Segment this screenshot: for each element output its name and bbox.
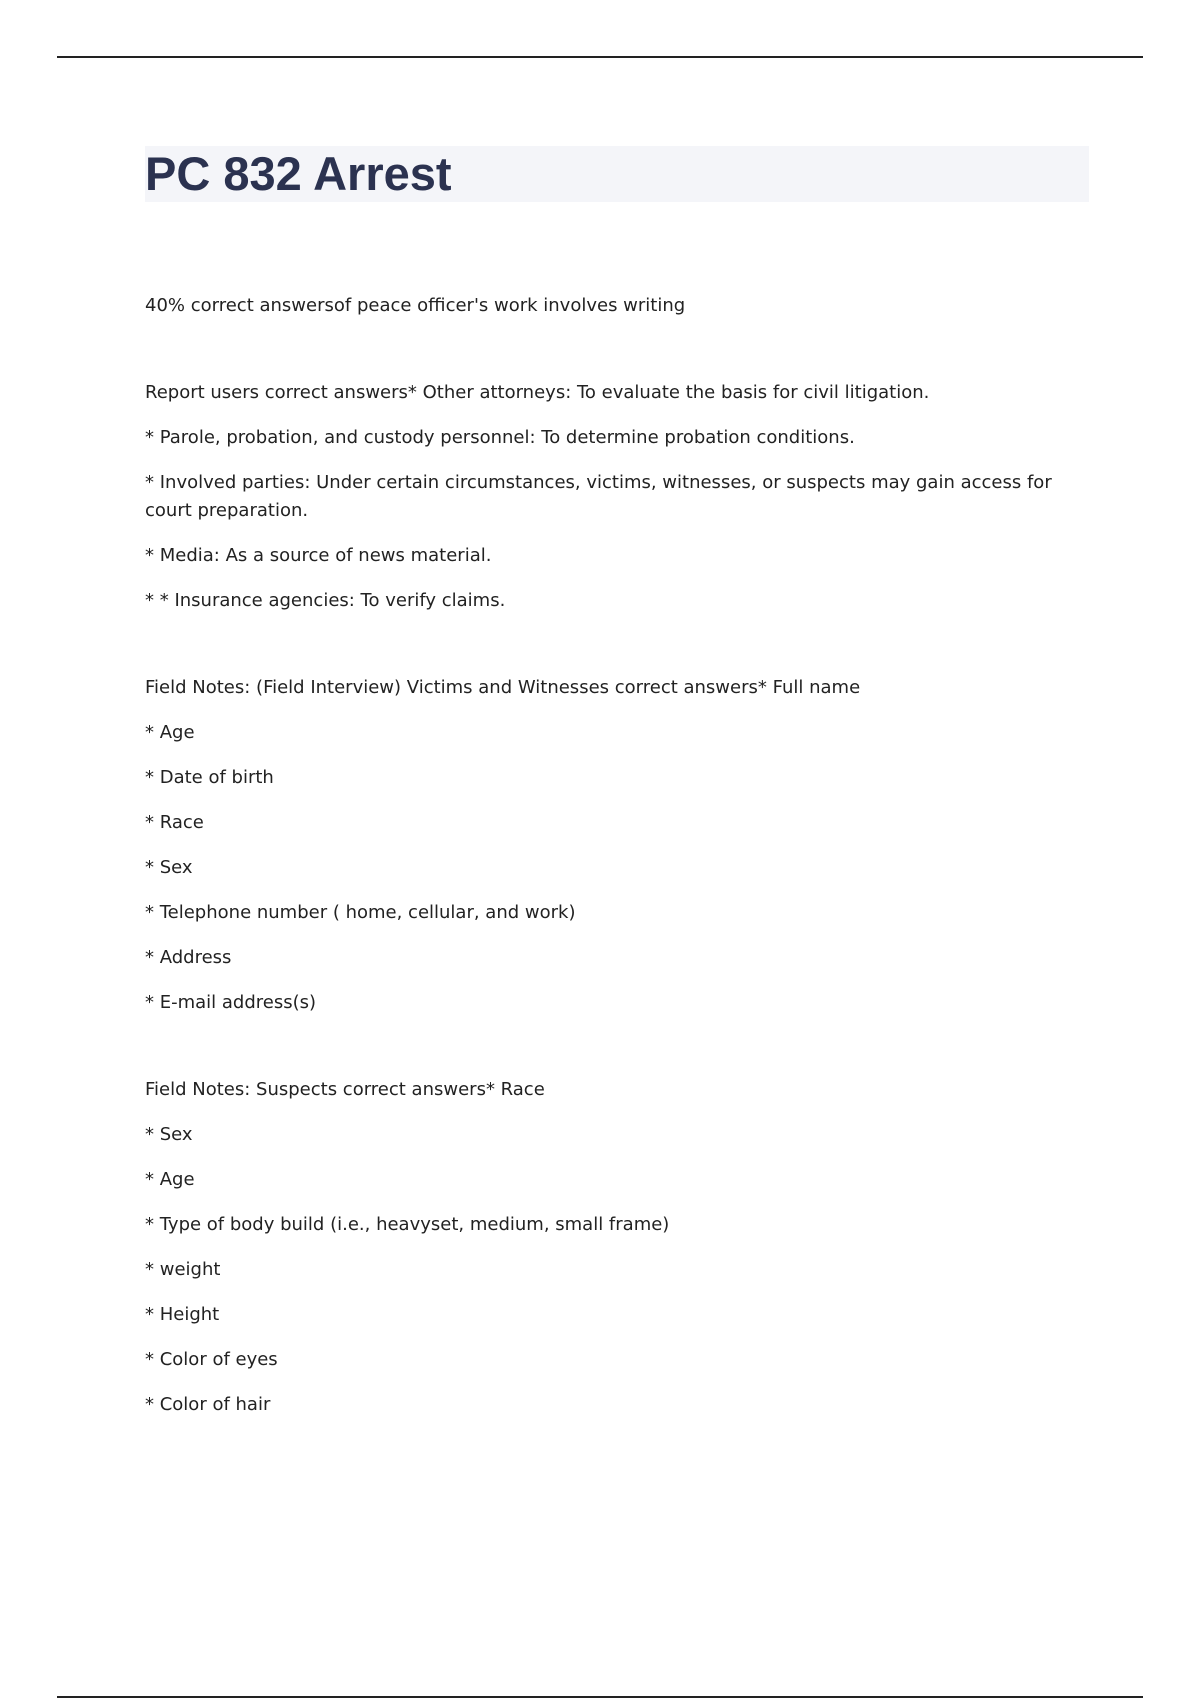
- section-writing: [145, 292, 1090, 320]
- list-item: * Involved parties: Under certain circumstances, victims, witnesses, or suspects may gain access for court preparation.: [145, 472, 1052, 521]
- paragraph: Field Notes: Suspects correct answers* Race: [145, 1079, 545, 1100]
- list-item: * Media: As a source of news material.: [145, 545, 492, 566]
- list-item: * Date of birth: [145, 767, 274, 788]
- list-item: * Color of hair: [145, 1394, 271, 1415]
- list-item: * Type of body build (i.e., heavyset, medium, small frame): [145, 1214, 670, 1235]
- section-report-users: [145, 379, 1090, 615]
- bottom-rule: [57, 1696, 1143, 1698]
- list-item: * Sex: [145, 1124, 193, 1145]
- list-item: * Color of eyes: [145, 1349, 278, 1370]
- paragraph: Field Notes: (Field Interview) Victims and Witnesses correct answers* Full name: [145, 677, 861, 698]
- list-item: * Age: [145, 1169, 195, 1190]
- list-item: * Address: [145, 947, 232, 968]
- document-body: [145, 292, 1090, 1478]
- paragraph: 40% correct answersof peace officer's work involves writing: [145, 295, 686, 316]
- list-item: * Age: [145, 722, 195, 743]
- list-item: * E-mail address(s): [145, 992, 317, 1013]
- list-item: * Parole, probation, and custody personnel: To determine probation conditions.: [145, 427, 855, 448]
- document-title: PC 832 Arrest: [145, 147, 452, 200]
- section-suspects: [145, 1076, 1090, 1419]
- top-rule: [57, 56, 1143, 58]
- list-item: * Race: [145, 812, 204, 833]
- paragraph: Report users correct answers* Other attorneys: To evaluate the basis for civil litigation.: [145, 382, 930, 403]
- list-item: * Telephone number ( home, cellular, and work): [145, 902, 576, 923]
- section-victims-witnesses: [145, 674, 1090, 1017]
- list-item: * * Insurance agencies: To verify claims.: [145, 590, 506, 611]
- list-item: * weight: [145, 1259, 221, 1280]
- list-item: * Sex: [145, 857, 193, 878]
- list-item: * Height: [145, 1304, 220, 1325]
